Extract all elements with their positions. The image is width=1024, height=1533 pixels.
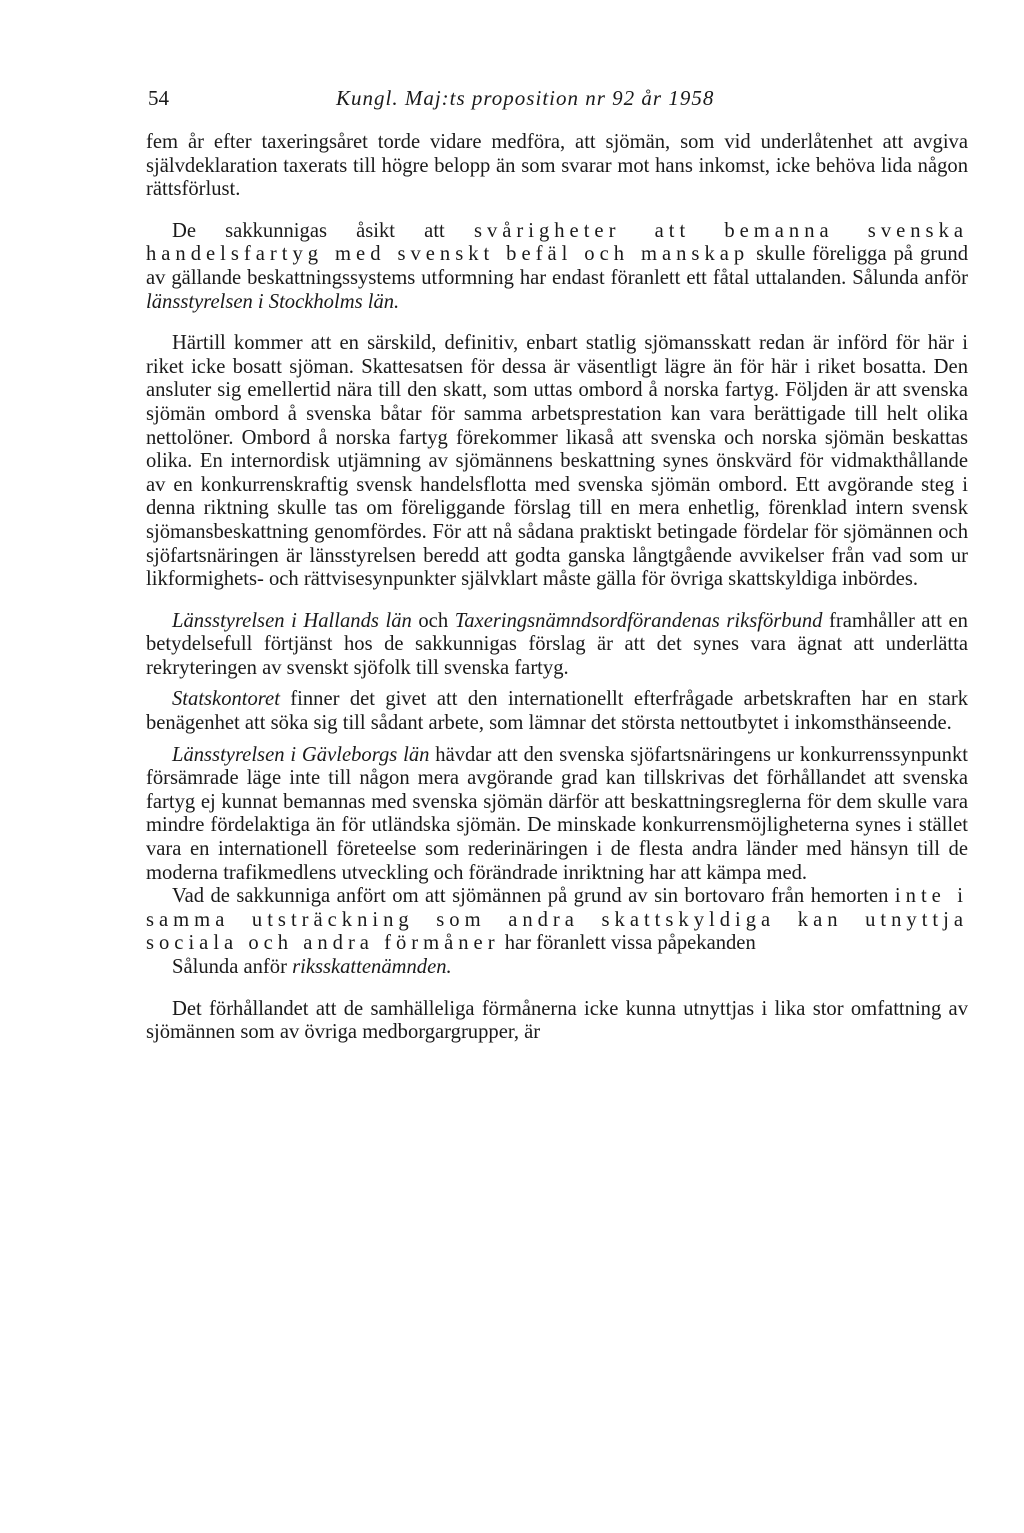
paragraph-lead: Sålunda anför <box>172 956 293 978</box>
italic-authority: Länsstyrelsen i Gävleborgs län <box>172 743 430 766</box>
paragraph-continuation <box>146 131 968 202</box>
paragraph-sakkunnigas-asikt <box>146 220 968 314</box>
running-head: Kungl. Maj:ts proposition nr 92 år 1958 <box>336 86 715 110</box>
paragraph-rest: framhåller att en betydelsefull förtjänst hos de sakkunnigas förslag är att det synes vara ägnat att underlätta rekryteringen av svenskt sjöfolk till svenska fartyg. <box>146 609 968 679</box>
quoted-statement-stockholm <box>146 332 968 592</box>
spaced-emphasis: svårigheter att bemanna svenska handelsfartyg med svenskt befäl och manskap <box>146 219 969 266</box>
paragraph-lead: De sakkunnigas åsikt att <box>172 219 474 242</box>
body-text <box>146 131 968 1045</box>
paragraph-halland <box>146 610 968 681</box>
paragraph-riksskattenamnden-intro <box>146 956 968 980</box>
paragraph-text: fem år efter taxeringsåret torde vidare medföra, att sjömän, som vid underlåtenhet att avgiva självdeklaration taxerats till högre belopp än som svarar mot hans inkomst, icke behöva lida någon rättsförlust. <box>146 131 968 201</box>
paragraph-connector: och <box>411 609 455 632</box>
page-number: 54 <box>148 86 169 110</box>
quoted-statement-riksskattenamnden <box>146 998 968 1045</box>
paragraph-sociala-formaner <box>146 885 968 956</box>
italic-authority: länsstyrelsen i Stockholms län. <box>146 290 400 313</box>
italic-authority: Taxeringsnämndsordförandenas riksförbund <box>454 609 823 632</box>
paragraph-text: Härtill kommer att en särskild, definitiv, enbart statlig sjömansskatt redan är införd för här i riket icke bosatt sjöman. Skattesatsen för dessa är väsentligt lägre än för här i riket bosatta. Den ansluter sig emellertid nära till den skatt, som uttas ombord å norska fartyg. Följden är att svenska sjömän ombord å svenska båtar för samma arbetsprestation kan vara berättigade till helt olika nettolöner. Ombord å norska fartyg förekommer likaså att svenska och norska sjömän beskattas olika. En internordisk utjämning av sjömännens beskattning synes önskvärd för vidmakthållande av en konkurrenskraftig svensk handelsflotta med svenska sjömän ombord. Ett avgörande steg i denna riktning skulle tas om föreliggande förslag till en mera enhetlig, förenklad intern svensk sjömansbeskattning genomfördes. För att nå sådana praktiskt betingade fördelar för sjömännen och sjöfartsnäringen är länsstyrelsen beredd att godta ganska långtgående avvikelser från vad som ur likformighets- och rättvisesynpunkter självklart måste gälla för övriga skattskyldiga inbördes. <box>146 332 968 591</box>
italic-authority: Länsstyrelsen i Hallands län <box>172 609 412 632</box>
paragraph-text: Det förhållandet att de samhälleliga förmånerna icke kunna utnyttjas i lika stor omfattning av sjömännen som av övriga medborgargrupper, är <box>146 997 968 1044</box>
paragraph-lead: Vad de sakkunniga anfört om att sjömännen på grund av sin bortovaro från hemorten <box>172 885 895 908</box>
italic-authority: riksskattenämnden. <box>292 956 452 978</box>
page-header <box>148 86 988 118</box>
paragraph-statskontoret <box>146 688 968 735</box>
spaced-emphasis: inte i samma utsträckning som andra skattskyldiga kan utnyttja sociala och andra förmåner <box>146 885 968 955</box>
paragraph-middle: skulle föreligga på grund av gällande beskattningssystems utformning har endast föranlett ett fåtal uttalanden. Sålunda anför <box>146 243 969 289</box>
paragraph-rest: hävdar att den svenska sjöfartsnäringens ur konkurrenssynpunkt försämrade läge inte till någon mera avgörande grad kan tillskrivas det förhållandet att svenska fartyg ej kunnat bemannas med svenska sjömän därför att beskattningsreglerna för dem skulle vara mindre fördelaktiga än för utländska sjömän. De minskade konkurrensmöjligheterna synes i stället vara en internationell företeelse som rederinäringen i de flesta andra länder med hänsyn till de moderna trafikmedlens utveckling och förändrade inriktning har att kämpa med. <box>146 743 968 884</box>
paragraph-gavleborg <box>146 744 968 886</box>
paragraph-rest: har föranlett vissa påpekanden <box>499 932 756 955</box>
paragraph-rest: finner det givet att den internationellt efterfrågade arbetskraften har en stark benägenhet att söka sig till sådant arbete, som lämnar det största nettoutbytet i inkomsthänseende. <box>146 688 968 735</box>
italic-authority: Statskontoret <box>172 688 280 711</box>
